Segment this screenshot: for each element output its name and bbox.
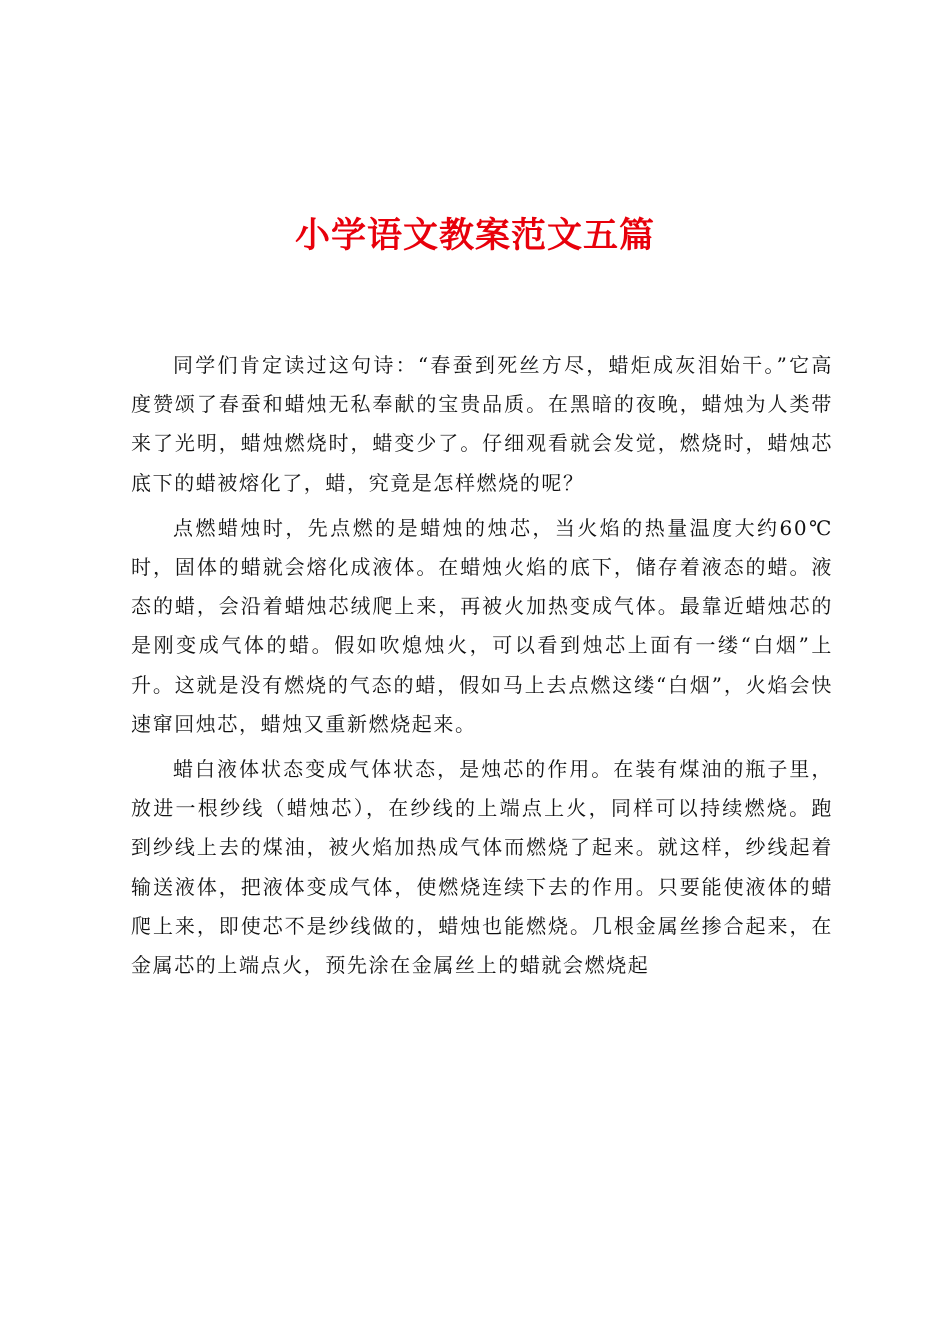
paragraph-1: 同学们肯定读过这句诗：“春蚕到死丝方尽，蜡炬成灰泪始干。”它高度赞颂了春蚕和蜡烛无私奉献的宝贵品质。在黑暗的夜晚，蜡烛为人类带来了光明，蜡烛燃烧时，蜡变少了。仔细观看就会发觉，燃烧时，蜡烛芯底下的蜡被熔化了，蜡，究竟是怎样燃烧的呢？ xyxy=(131,353,833,495)
paragraph-2: 点燃蜡烛时，先点燃的是蜡烛的烛芯，当火焰的热量温度大约60℃时，固体的蜡就会熔化成液体。在蜡烛火焰的底下，储存着液态的蜡。液态的蜡，会沿着蜡烛芯绒爬上来，再被火加热变成气体。最靠近蜡烛芯的是刚变成气体的蜡。假如吹熄烛火，可以看到烛芯上面有一缕“白烟”上升。这就是没有燃烧的气态的蜡，假如马上去点燃这缕“白烟”，火焰会快速窜回烛芯，蜡烛又重新燃烧起来。 xyxy=(131,515,833,736)
page-title: 小学语文教案范文五篇 xyxy=(294,215,655,256)
paragraph-3: 蜡白液体状态变成气体状态，是烛芯的作用。在装有煤油的瓶子里，放进一根纱线（蜡烛芯），在纱线的上端点上火，同样可以持续燃烧。跑到纱线上去的煤油，被火焰加热成气体而燃烧了起来。就这样，纱线起着输送液体，把液体变成气体，使燃烧连续下去的作用。只要能使液体的蜡爬上来，即使芯不是纱线做的，蜡烛也能燃烧。几根金属丝掺合起来，在金属芯的上端点火，预先涂在金属丝上的蜡就会燃烧起 xyxy=(131,757,833,978)
document-body xyxy=(131,346,833,991)
